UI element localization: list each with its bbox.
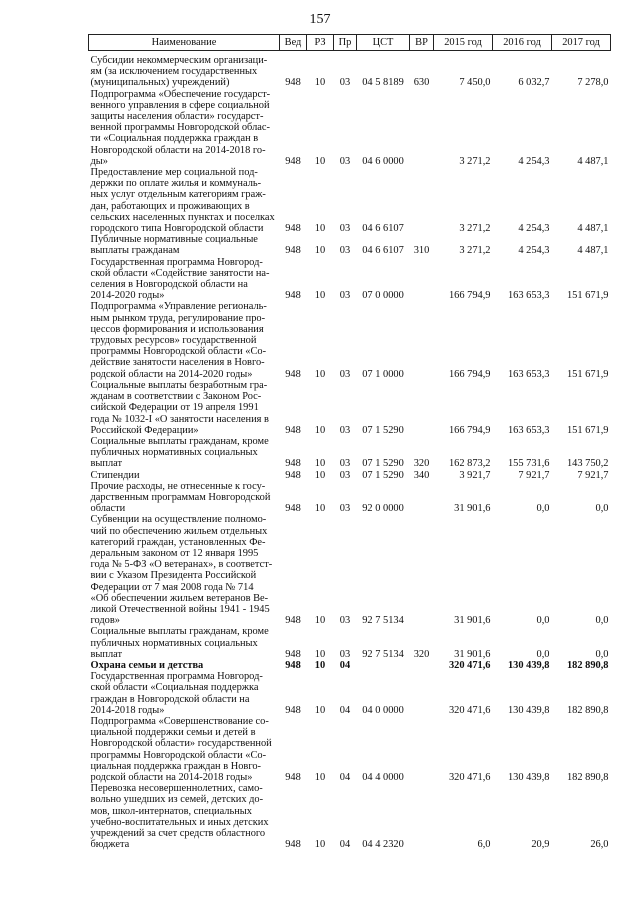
budget-table [88, 34, 611, 850]
cell-pr: 04 [339, 772, 351, 783]
cell-name: Публичные нормативные социальные выплаты гражданам [90, 234, 258, 257]
cell-ved: 948 [285, 368, 301, 380]
cell-2016: 0,0 [536, 503, 550, 515]
table-header-row [89, 35, 611, 51]
cell-name: Перевозка несовершеннолетних, само- вольно ушедших из семей, детских до- мов, школ-интернатов, специальных учебно-воспитательных и иных детских учреждений за счет средств областного бюджета [90, 783, 269, 851]
cell-vr [410, 481, 434, 515]
cell-pr: 03 [339, 503, 351, 515]
cell-2016: 4 254,3 [518, 155, 550, 167]
table-body [89, 51, 611, 851]
cell-2017: 7 278,0 [577, 77, 609, 89]
cell-name: Субсидии некоммерческим организаци- ям (за исключением государственных (муниципальных) учреждений) [90, 55, 268, 89]
cell-2015: 3 921,7 [459, 469, 491, 481]
cell-pr: 04 [339, 839, 351, 851]
cell-cst: 04 4 2320 [362, 839, 404, 851]
cell-2015: 166 794,9 [448, 368, 491, 380]
cell-pr: 04 [339, 704, 351, 716]
cell-name: Субвенции на осуществление полномо- чий по обеспечению жильем отдельных категорий граждан, установленных Фе- деральным законом от 12 января 1995 года № 5-ФЗ «О ветеранах», в соответст- вии с Указом Президента Российской Федерации от 7 мая 2008 года № 714 «Об обеспечении жильем ветеранов Ве- ликой Отечественной войны 1941 - 1945 годов» [90, 514, 273, 627]
cell-rz: 10 [314, 155, 326, 167]
cell-vr: 320 [413, 648, 430, 660]
table-row [89, 234, 611, 256]
cell-ved: 948 [285, 615, 301, 627]
cell-cst: 04 6 0000 [362, 155, 404, 167]
table-row [89, 470, 611, 481]
cell-rz: 10 [314, 290, 326, 302]
header-cst: ЦСТ [357, 35, 410, 51]
cell-vr: 340 [413, 469, 430, 481]
cell-name: Государственная программа Новгород- ской области «Содействие занятости на- селения в Новгородской области на 2014-2020 годы» [90, 256, 270, 302]
cell-ved: 948 [285, 503, 301, 515]
cell-pr: 04 [339, 659, 351, 671]
cell-name: Предоставление мер социальной под- держки по оплате жилья и коммуналь- ных услуг отдельным категориям граж- дан, работающих и проживающих в сельских населенных пунктах и поселках городского типа Новгородской области [90, 167, 275, 235]
cell-2017: 182 890,8 [566, 772, 609, 783]
cell-2017: 0,0 [595, 503, 609, 515]
cell-ved: 948 [285, 458, 301, 470]
cell-pr: 03 [339, 648, 351, 660]
cell-ved: 948 [285, 648, 301, 660]
cell-2016: 130 439,8 [507, 704, 550, 716]
cell-rz: 10 [314, 839, 326, 851]
cell-vr [410, 514, 434, 626]
cell-ved: 948 [285, 223, 301, 235]
cell-ved: 948 [285, 704, 301, 716]
header-2017: 2017 год [552, 35, 611, 51]
cell-cst: 92 0 0000 [362, 503, 404, 515]
cell-pr: 03 [339, 155, 351, 167]
cell-name: Прочие расходы, не отнесенные к госу- дарственным программам Новгородской области [90, 480, 271, 515]
cell-vr [410, 257, 434, 302]
cell-pr: 03 [339, 368, 351, 380]
cell-2016: 130 439,8 [507, 772, 550, 783]
cell-pr: 03 [339, 290, 351, 302]
cell-2016: 130 439,8 [507, 659, 550, 671]
table-row [89, 671, 611, 716]
cell-2017: 151 671,9 [566, 368, 609, 380]
cell-2016: 155 731,6 [507, 458, 550, 470]
cell-vr [410, 660, 434, 671]
cell-2017: 143 750,2 [566, 458, 609, 470]
cell-name: Социальные выплаты гражданам, кроме публичных нормативных социальных выплат [90, 435, 269, 470]
cell-ved: 948 [285, 469, 301, 481]
cell-cst: 07 1 0000 [362, 368, 404, 380]
cell-vr [410, 301, 434, 379]
cell-pr: 03 [339, 615, 351, 627]
table-row [89, 660, 611, 671]
header-name: Наименование [89, 35, 280, 51]
cell-name: Подпрограмма «Управление региональ- ным рынком труда, регулирование про- цессов формирования и использования трудовых ресурсов» государственной программы Новгородской области «Со- действие занятости населения в Новго- родской области на 2014-2020 годы» [90, 301, 267, 380]
cell-ved: 948 [285, 290, 301, 302]
cell-2015: 166 794,9 [448, 290, 491, 302]
header-2015: 2015 год [434, 35, 493, 51]
cell-2017: 151 671,9 [566, 290, 609, 302]
cell-ved: 948 [285, 424, 301, 436]
cell-vr [410, 89, 434, 167]
cell-cst: 04 5 8189 [362, 77, 404, 89]
cell-rz: 10 [314, 704, 326, 716]
cell-pr: 03 [339, 223, 351, 235]
cell-2016: 163 653,3 [507, 290, 550, 302]
cell-pr: 03 [339, 245, 351, 257]
header-2016: 2016 год [493, 35, 552, 51]
cell-ved: 948 [285, 77, 301, 89]
cell-2017: 7 921,7 [577, 469, 609, 481]
cell-pr: 03 [339, 469, 351, 481]
cell-2017: 4 487,1 [577, 155, 609, 167]
cell-rz: 10 [314, 615, 326, 627]
cell-cst: 04 6 6107 [362, 245, 404, 257]
cell-2017: 4 487,1 [577, 245, 609, 257]
cell-rz: 10 [314, 223, 326, 235]
cell-cst: 04 6 6107 [362, 223, 404, 235]
cell-vr [410, 380, 434, 436]
cell-2015: 162 873,2 [448, 458, 491, 470]
cell-name: Государственная программа Новгород- ской области «Социальная поддержка граждан в Новгородской области на 2014-2018 годы» [90, 671, 263, 716]
cell-ved: 948 [285, 155, 301, 167]
cell-name: Охрана семьи и детства [90, 659, 204, 671]
table-row [89, 55, 611, 89]
cell-2016: 7 921,7 [518, 469, 550, 481]
cell-2016: 0,0 [536, 615, 550, 627]
cell-vr [410, 671, 434, 716]
header-vr: ВР [410, 35, 434, 51]
cell-vr: 310 [413, 245, 430, 257]
cell-name: Стипендии [90, 469, 140, 481]
table-row [89, 380, 611, 436]
page-number: 157 [309, 12, 331, 27]
cell-2016: 20,9 [531, 839, 550, 851]
cell-2015: 31 901,6 [454, 648, 491, 660]
cell-cst: 04 0 0000 [362, 704, 404, 716]
cell-rz: 10 [314, 469, 326, 481]
cell-2015: 6,0 [477, 839, 491, 851]
cell-vr: 630 [413, 77, 430, 89]
cell-2017: 182 890,8 [566, 704, 609, 716]
cell-2016: 6 032,7 [518, 77, 550, 89]
cell-vr [410, 783, 434, 850]
cell-vr [410, 167, 434, 234]
cell-2015: 320 471,6 [448, 772, 491, 783]
cell-name: Социальные выплаты гражданам, кроме публичных нормативных социальных выплат [90, 626, 269, 660]
cell-2016: 0,0 [536, 648, 550, 660]
cell-2017: 4 487,1 [577, 223, 609, 235]
cell-name: Подпрограмма «Обеспечение государст- венного управления в сфере социальной защиты населения области» государст- венной программы Новгородской облас- ти «Социальная поддержка граждан в Новгородской области на 2014-2018 го- ды» [90, 88, 271, 167]
cell-2015: 320 471,6 [448, 659, 491, 671]
cell-2015: 3 271,2 [459, 155, 491, 167]
cell-2016: 163 653,3 [507, 368, 550, 380]
table-row [89, 167, 611, 234]
cell-rz: 10 [314, 503, 326, 515]
cell-name: Социальные выплаты безработным гра- жданам в соответствии с Законом Рос- сийской Федерации от 19 апреля 1991 года № 1032-I «О занятости населения в Российской Федерации» [90, 379, 269, 436]
table-row [89, 301, 611, 379]
cell-2015: 166 794,9 [448, 424, 491, 436]
cell-2015: 7 450,0 [459, 77, 491, 89]
cell-2017: 182 890,8 [566, 659, 609, 671]
cell-rz: 10 [314, 245, 326, 257]
cell-ved: 948 [285, 245, 301, 257]
cell-ved: 948 [285, 772, 301, 783]
cell-2015: 320 471,6 [448, 704, 491, 716]
table-row [89, 514, 611, 626]
cell-ved: 948 [285, 839, 301, 851]
cell-cst: 04 4 0000 [362, 772, 404, 783]
cell-2016: 4 254,3 [518, 245, 550, 257]
cell-rz: 10 [314, 77, 326, 89]
cell-cst: 07 1 5290 [362, 469, 404, 481]
cell-cst: 92 7 5134 [362, 615, 404, 627]
table-row [89, 716, 611, 783]
cell-2017: 0,0 [595, 648, 609, 660]
cell-rz: 10 [314, 368, 326, 380]
cell-rz: 10 [314, 659, 326, 671]
cell-rz: 10 [314, 458, 326, 470]
table-row [89, 481, 611, 515]
cell-ved: 948 [285, 659, 301, 671]
cell-2015: 3 271,2 [459, 223, 491, 235]
cell-2016: 163 653,3 [507, 424, 550, 436]
cell-cst [357, 660, 410, 671]
cell-pr: 03 [339, 77, 351, 89]
cell-2017: 26,0 [590, 839, 609, 851]
cell-name: Подпрограмма «Совершенствование со- циальной поддержки семьи и детей в Новгородской области» государственной программы Новгородской области «Со- циальная поддержка граждан в Новго- родской области на 2014-2018 годы» [90, 715, 272, 783]
table-row [89, 783, 611, 850]
header-rz: РЗ [307, 35, 334, 51]
cell-rz: 10 [314, 772, 326, 783]
header-pr: Пр [334, 35, 357, 51]
cell-rz: 10 [314, 424, 326, 436]
table-row [89, 257, 611, 302]
cell-cst: 07 0 0000 [362, 290, 404, 302]
cell-2017: 151 671,9 [566, 424, 609, 436]
cell-2015: 31 901,6 [454, 503, 491, 515]
cell-cst: 92 7 5134 [362, 648, 404, 660]
cell-vr [410, 716, 434, 783]
table-row [89, 89, 611, 167]
header-ved: Вед [280, 35, 307, 51]
cell-2017: 0,0 [595, 615, 609, 627]
cell-2016: 4 254,3 [518, 223, 550, 235]
cell-pr: 03 [339, 424, 351, 436]
cell-vr: 320 [413, 458, 430, 470]
table-row [89, 436, 611, 470]
table-row [89, 626, 611, 660]
cell-pr: 03 [339, 458, 351, 470]
cell-cst: 07 1 5290 [362, 458, 404, 470]
cell-2015: 3 271,2 [459, 245, 491, 257]
cell-cst: 07 1 5290 [362, 424, 404, 436]
cell-rz: 10 [314, 648, 326, 660]
cell-2015: 31 901,6 [454, 615, 491, 627]
